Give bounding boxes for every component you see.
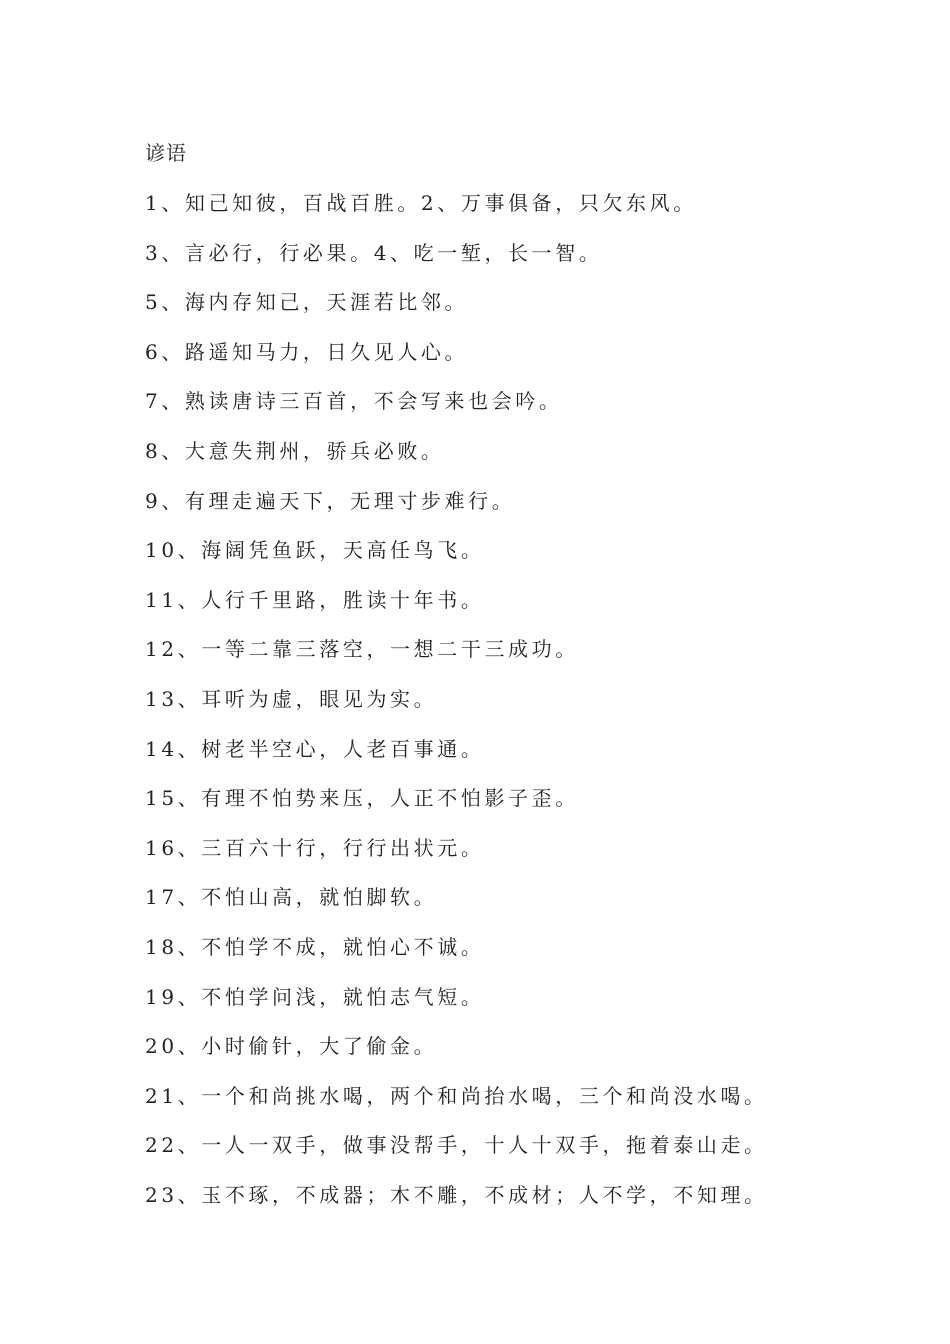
proverb-line: 18、不怕学不成，就怕心不诚。 [145, 934, 485, 959]
proverb-line: 13、耳听为虚，眼见为实。 [145, 686, 438, 711]
proverb-line: 19、不怕学问浅，就怕志气短。 [145, 984, 485, 1009]
proverb-line: 15、有理不怕势来压，人正不怕影子歪。 [145, 786, 579, 811]
proverb-line: 22、一人一双手，做事没帮手，十人十双手，拖着泰山走。 [145, 1133, 768, 1158]
proverb-line: 11、人行千里路，胜读十年书。 [145, 587, 485, 612]
proverb-line: 8、大意失荆州，骄兵必败。 [145, 438, 445, 463]
proverb-line: 9、有理走遍天下，无理寸步难行。 [145, 488, 516, 513]
proverb-line: 12、一等二靠三落空，一想二干三成功。 [145, 637, 579, 662]
document-body [145, 138, 865, 1229]
proverb-line: 21、一个和尚挑水喝，两个和尚抬水喝，三个和尚没水喝。 [145, 1083, 768, 1108]
proverb-line: 3、言必行，行必果。4、吃一堑，长一智。 [145, 240, 603, 265]
document-title: 谚语 [145, 141, 187, 165]
proverb-line: 1、知己知彼，百战百胜。2、万事俱备，只欠东风。 [145, 191, 697, 215]
proverb-line: 10、海阔凭鱼跃，天高任鸟飞。 [145, 538, 485, 563]
proverb-line: 5、海内存知己，天涯若比邻。 [145, 290, 469, 315]
proverb-line: 16、三百六十行，行行出状元。 [145, 835, 485, 860]
proverb-list [145, 188, 865, 1210]
proverb-line: 6、路遥知马力，日久见人心。 [145, 339, 469, 364]
proverb-line: 17、不怕山高，就怕脚软。 [145, 885, 438, 910]
proverb-line: 7、熟读唐诗三百首，不会写来也会吟。 [145, 389, 563, 414]
proverb-line: 23、玉不琢，不成器；木不雕，不成材；人不学，不知理。 [145, 1182, 768, 1207]
proverb-line: 14、树老半空心，人老百事通。 [145, 736, 485, 761]
proverb-line: 20、小时偷针，大了偷金。 [145, 1034, 438, 1059]
